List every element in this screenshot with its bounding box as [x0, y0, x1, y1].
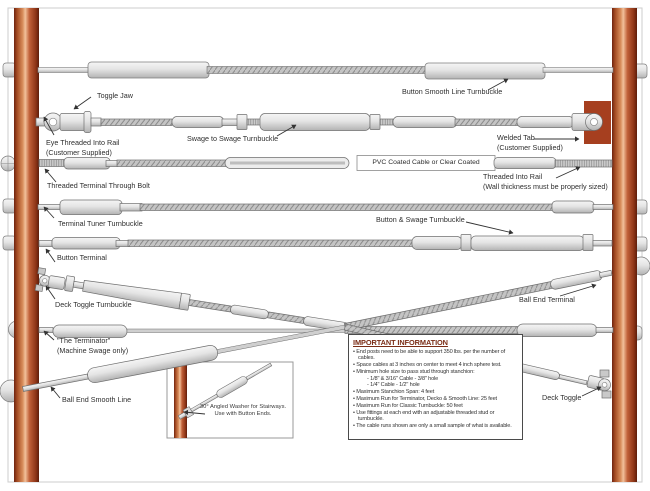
button-terminal-run	[39, 235, 612, 251]
important-information-list	[353, 349, 518, 431]
label-pvc-band: PVC Coated Cable or Clear Coated	[372, 159, 480, 166]
inset-post	[174, 362, 187, 438]
button-swage-arrow	[466, 222, 513, 233]
info-bullet: • The cable runs shown are only a small sample of what is available.	[353, 423, 512, 430]
label-angled-washer: 30° Angled Washer for Stairways. Use with Button Ends.	[199, 404, 287, 417]
label-eye-threaded: Eye Threaded Into Rail (Customer Supplied)	[46, 138, 120, 157]
label-terminal-tuner: Terminal Tuner Turnbuckle	[58, 219, 143, 228]
stairway-inset	[167, 361, 293, 438]
button-terminal-arrow	[46, 249, 55, 262]
info-bullet: • Minimum hole size to pass stud through stanchion:	[353, 368, 475, 375]
label-deck-toggle: Deck Toggle	[542, 393, 582, 402]
important-information-box	[348, 334, 523, 440]
swage-to-swage-turnbuckle-body	[260, 114, 370, 131]
info-bullet: • Maximum Run for Terminator, Decko & Smooth Line: 25 feet	[353, 396, 497, 403]
label-swage-to-swage: Swage to Swage Turnbuckle	[187, 134, 279, 143]
threaded-terminal-stud	[39, 160, 64, 167]
pvc-coated-run	[39, 156, 612, 171]
info-bullet: • Space cables at 3 inches on center to meet 4 inch sphere test.	[353, 362, 502, 369]
terminal-tuner-body	[60, 200, 122, 215]
threaded-into-rail-stud	[555, 160, 612, 167]
label-deck-toggle-turnbuckle: Deck Toggle Turnbuckle	[55, 300, 132, 309]
label-welded-tab: Welded Tab (Customer Supplied)	[497, 133, 563, 152]
terminator-body	[53, 325, 127, 338]
label-button-swage: Button & Swage Turnbuckle	[376, 215, 465, 224]
toggle-jaw-arrow	[74, 97, 91, 109]
ball-end-smooth-arrow	[51, 387, 60, 398]
info-bullet: • End posts need to be able to support 350 lbs. per the number of cables.	[353, 348, 506, 362]
label-toggle-jaw: Toggle Jaw	[97, 91, 133, 100]
terminal-tuner-run	[38, 200, 613, 215]
threaded-into-rail-arrow	[556, 167, 580, 178]
button-smooth-line-turnbuckle-body	[425, 63, 545, 79]
deck-toggle-arrow	[582, 387, 601, 396]
threaded-terminal-arrow	[45, 169, 56, 182]
deck-toggle-right-fitting	[587, 370, 612, 398]
label-button-terminal: Button Terminal	[57, 253, 107, 262]
button-smooth-line-run	[38, 62, 613, 79]
toggle-jaw-run	[36, 112, 603, 133]
important-information-title: IMPORTANT INFORMATION	[353, 338, 448, 347]
label-threaded-terminal: Threaded Terminal Through Bolt	[47, 181, 150, 190]
info-bullet: • Use fittings at each end with an adjustable threaded stud or turnbuckle.	[353, 409, 495, 423]
button-swage-turnbuckle-body	[412, 237, 462, 250]
ball-end-terminal-run	[344, 268, 613, 332]
pvc-label-band	[357, 156, 495, 171]
label-ball-end-terminal: Ball End Terminal	[519, 295, 575, 304]
toggle-jaw-body	[60, 114, 86, 131]
info-bullet: • Maximum Stanchion Span: 4 feet	[353, 389, 435, 396]
right-post	[612, 8, 637, 482]
button-smooth-arrow	[488, 79, 508, 90]
ball-end-terminal-body	[550, 270, 603, 290]
info-bullet: • Maximum Run for Classic Turnbuckle: 50 feet	[353, 402, 463, 409]
label-button-smooth-line: Button Smooth Line Turnbuckle	[402, 87, 503, 96]
label-ball-end-smooth-line: Ball End Smooth Line	[62, 395, 132, 404]
button-terminal-body	[52, 238, 120, 250]
label-terminator: "The Terminator" (Machine Swage only)	[57, 336, 129, 355]
info-bullet: - 1/4" Cable - 1/2" hole	[367, 382, 420, 389]
deck-toggle-turnbuckle-body	[82, 278, 181, 309]
left-post	[14, 8, 39, 482]
label-threaded-into-rail: Threaded Into Rail (Wall thickness must be properly sized)	[483, 172, 608, 191]
info-bullet: - 1/8" & 3/16" Cable - 3/8" hole	[367, 375, 439, 382]
